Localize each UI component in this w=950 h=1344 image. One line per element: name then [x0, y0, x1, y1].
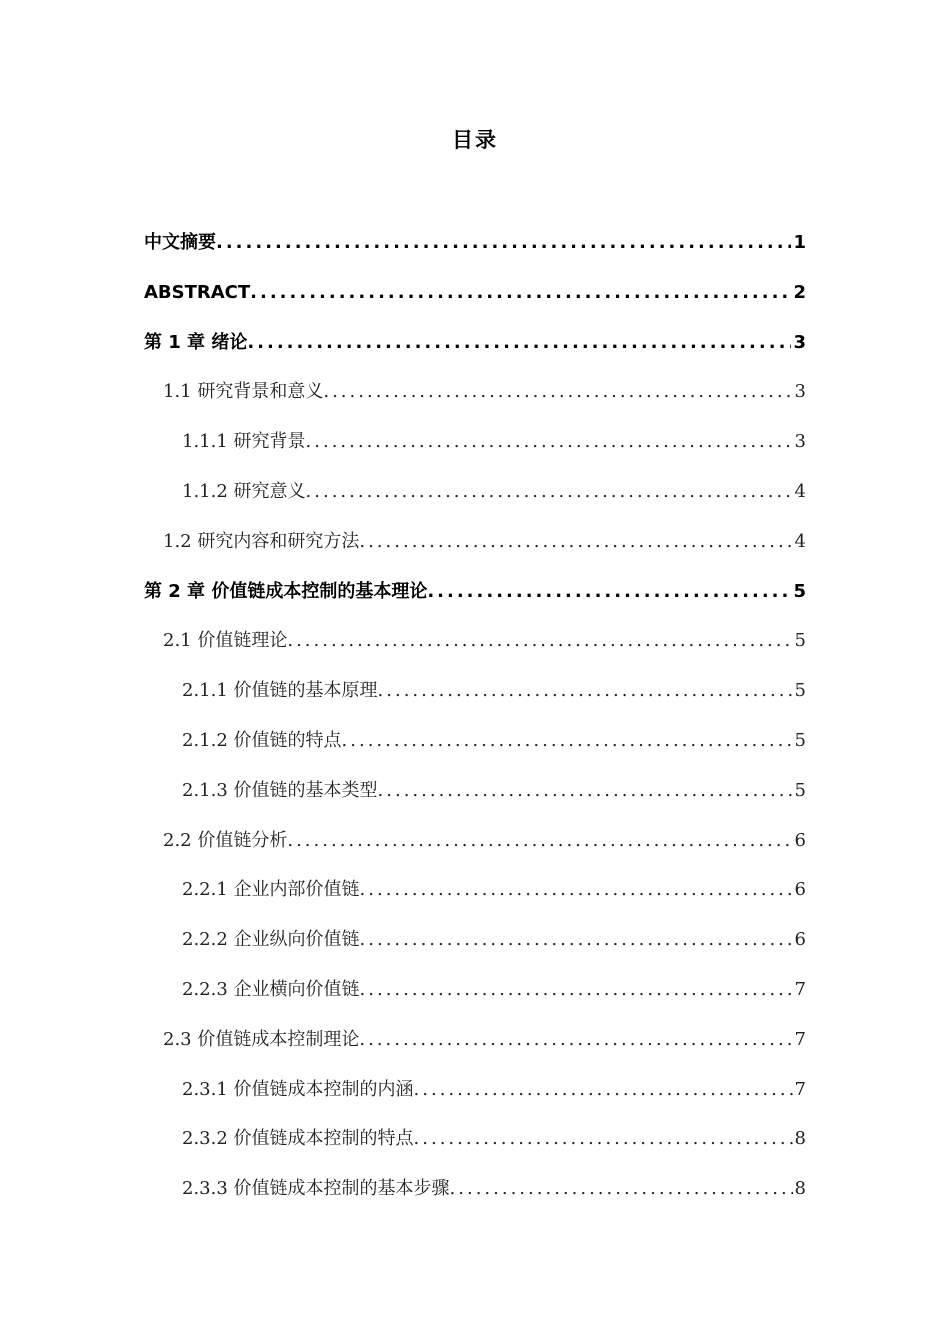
dot-leader [360, 965, 793, 1015]
toc-entry-page-number: 5 [794, 630, 806, 652]
table-of-contents [144, 218, 806, 1214]
toc-entry-page-number: 1 [793, 232, 806, 253]
toc-entry[interactable] [144, 318, 806, 368]
toc-entry-page-number: 3 [793, 331, 806, 353]
toc-entry[interactable] [144, 816, 806, 866]
dot-leader [342, 716, 793, 766]
toc-entry-page-number: 3 [794, 431, 806, 453]
toc-entry-page-number: 4 [794, 480, 806, 502]
toc-entry[interactable] [144, 517, 806, 567]
toc-entry-title: 2.3 价值链成本控制理论 [163, 1028, 360, 1050]
toc-entry-title: 1.1.2 研究意义 [182, 480, 306, 502]
toc-entry-page-number: 7 [794, 1078, 806, 1100]
dot-leader [359, 1015, 792, 1065]
dot-leader [306, 467, 793, 517]
toc-entry[interactable] [144, 766, 806, 816]
toc-entry[interactable] [144, 965, 806, 1015]
toc-entry-page-number: 8 [794, 1128, 806, 1150]
toc-entry-title: ABSTRACT [144, 281, 251, 303]
toc-entry-title: 2.1 价值链理论 [163, 630, 288, 652]
toc-entry[interactable] [144, 865, 806, 915]
toc-entry-title: 中文摘要 [144, 232, 216, 253]
toc-entry[interactable] [144, 915, 806, 965]
toc-title: 目录 [452, 128, 498, 152]
toc-entry-title: 2.3.2 价值链成本控制的特点 [182, 1128, 414, 1150]
toc-entry[interactable] [144, 1015, 806, 1065]
toc-entry-page-number: 6 [794, 929, 806, 951]
toc-entry-title: 2.2 价值链分析 [163, 829, 288, 851]
dot-leader [360, 865, 793, 915]
dot-leader [450, 1164, 793, 1214]
toc-entry[interactable] [144, 616, 806, 666]
dot-leader [414, 1114, 793, 1164]
toc-entry-page-number: 5 [794, 729, 806, 751]
toc-entry-page-number: 7 [794, 978, 806, 1000]
toc-entry-page-number: 6 [794, 879, 806, 901]
toc-entry[interactable] [144, 417, 806, 467]
toc-entry[interactable] [144, 268, 806, 318]
toc-entry-title: 1.1 研究背景和意义 [163, 381, 324, 403]
dot-leader [414, 1065, 793, 1115]
toc-entry-page-number: 5 [794, 680, 806, 702]
toc-entry[interactable] [144, 1164, 806, 1214]
toc-entry-title: 2.3.3 价值链成本控制的基本步骤 [182, 1178, 450, 1200]
dot-leader [306, 417, 793, 467]
dot-leader [378, 766, 793, 816]
toc-entry[interactable] [144, 716, 806, 766]
dot-leader [427, 567, 791, 617]
dot-leader [247, 318, 791, 368]
toc-entry-page-number: 4 [794, 530, 806, 552]
toc-entry-page-number: 5 [793, 580, 806, 602]
toc-entry[interactable] [144, 467, 806, 517]
toc-entry-title: 2.1.3 价值链的基本类型 [182, 779, 378, 801]
toc-entry-title: 1.2 研究内容和研究方法 [163, 530, 360, 552]
toc-entry-title: 2.2.3 企业横向价值链 [182, 978, 360, 1000]
dot-leader [287, 816, 792, 866]
toc-entry-page-number: 5 [794, 779, 806, 801]
dot-leader [360, 915, 793, 965]
toc-entry-page-number: 3 [794, 381, 806, 403]
toc-entry[interactable] [144, 567, 806, 617]
toc-entry-page-number: 6 [794, 829, 806, 851]
toc-entry-title: 1.1.1 研究背景 [182, 431, 306, 453]
dot-leader [250, 268, 791, 318]
toc-entry[interactable] [144, 1065, 806, 1115]
toc-entry-title: 2.2.1 企业内部价值链 [182, 879, 360, 901]
toc-entry[interactable] [144, 1114, 806, 1164]
toc-entry-title: 2.3.1 价值链成本控制的内涵 [182, 1078, 414, 1100]
toc-entry-page-number: 2 [793, 281, 806, 303]
toc-entry-page-number: 7 [794, 1028, 806, 1050]
dot-leader [287, 616, 792, 666]
toc-entry[interactable] [144, 367, 806, 417]
toc-entry-page-number: 8 [794, 1178, 806, 1200]
dot-leader [216, 218, 791, 268]
toc-entry[interactable] [144, 218, 806, 268]
toc-entry-title: 2.1.2 价值链的特点 [182, 729, 342, 751]
toc-entry-title: 2.2.2 企业纵向价值链 [182, 929, 360, 951]
toc-entry-title: 2.1.1 价值链的基本原理 [182, 680, 378, 702]
dot-leader [359, 517, 792, 567]
dot-leader [378, 666, 793, 716]
toc-entry-title: 第 1 章 绪论 [144, 331, 248, 353]
toc-entry-title: 第 2 章 价值链成本控制的基本理论 [144, 580, 428, 602]
toc-entry[interactable] [144, 666, 806, 716]
dot-leader [323, 367, 792, 417]
